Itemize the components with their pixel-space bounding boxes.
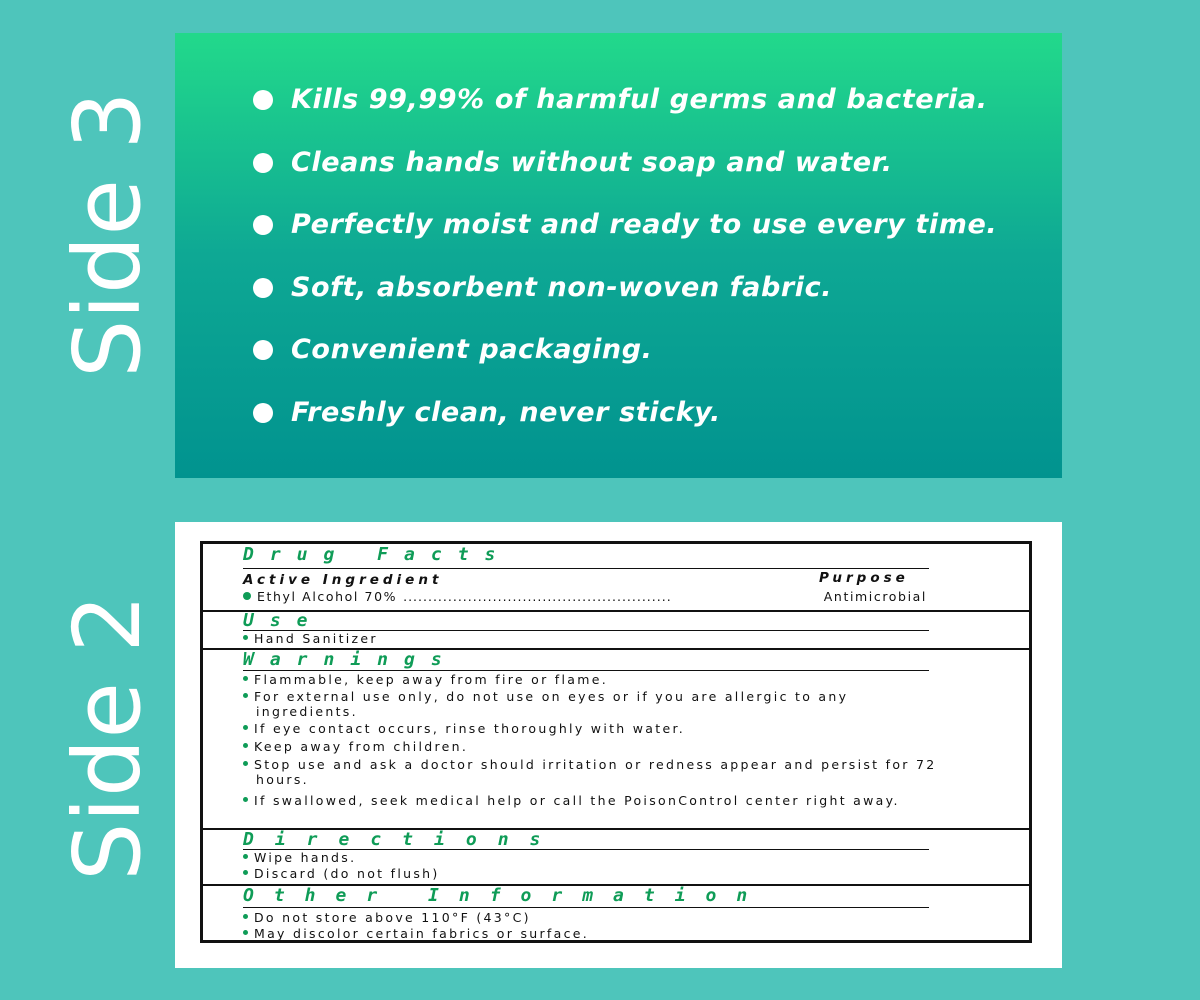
bullet-icon	[253, 90, 273, 110]
active-ingredient-label: Active Ingredient	[243, 572, 443, 588]
other-information-title: Other Information	[243, 885, 768, 906]
drug-facts-section	[203, 544, 1029, 612]
side-3-label: Side 3	[54, 91, 161, 378]
other-item: Do not store above 110°F (43°C)	[243, 910, 933, 925]
bullet-icon	[243, 797, 248, 802]
warnings-section	[203, 648, 1029, 830]
benefit-text: Freshly clean, never sticky.	[291, 396, 721, 428]
side-2-label: Side 2	[54, 594, 161, 881]
warning-item: Flammable, keep away from fire or flame.	[243, 672, 933, 687]
bullet-icon	[243, 592, 251, 600]
bullet-icon	[243, 761, 248, 766]
use-item: Hand Sanitizer	[243, 631, 933, 646]
ingredient-purpose: Antimicrobial	[823, 589, 927, 604]
other-information-section	[203, 884, 1029, 943]
divider	[243, 907, 929, 908]
bullet-icon	[253, 403, 273, 423]
benefit-item	[253, 210, 997, 273]
bullet-icon	[253, 215, 273, 235]
benefit-item	[253, 273, 997, 336]
benefit-text: Convenient packaging.	[291, 334, 653, 365]
divider	[243, 568, 929, 569]
bullet-icon	[243, 725, 248, 730]
bullet-icon	[243, 914, 248, 919]
use-section	[203, 610, 1029, 650]
divider	[243, 670, 929, 671]
side-3-panel	[175, 33, 1062, 478]
bullet-icon	[253, 153, 273, 173]
benefit-text: Cleans hands without soap and water.	[291, 146, 893, 178]
benefit-text: Perfectly moist and ready to use every time.	[291, 209, 998, 240]
drug-facts-title: Drug Facts	[243, 544, 512, 565]
bullet-icon	[243, 676, 248, 681]
directions-title: Directions	[243, 829, 562, 850]
warnings-title: Warnings	[243, 649, 458, 670]
bullet-icon	[243, 693, 248, 698]
ingredient-name: Ethyl Alcohol 70%	[257, 589, 398, 604]
bullet-icon	[253, 278, 273, 298]
benefit-item	[253, 398, 997, 461]
purpose-label: Purpose	[819, 570, 909, 586]
warning-item: Stop use and ask a doctor should irritation or redness appear and persist for 72 hours.	[243, 757, 946, 787]
directions-section	[203, 828, 1029, 886]
benefit-text: Soft, absorbent non-woven fabric.	[291, 271, 833, 303]
bullet-icon	[243, 870, 248, 875]
direction-item: Discard (do not flush)	[243, 866, 933, 881]
warning-item: For external use only, do not use on eyes or if you are allergic to any ingredients.	[243, 689, 946, 719]
ingredient-row	[243, 589, 927, 604]
bullet-icon	[253, 340, 273, 360]
warning-item: If swallowed, seek medical help or call the PoisonControl center right away.	[243, 793, 946, 808]
warning-item: Keep away from children.	[243, 739, 933, 754]
direction-item: Wipe hands.	[243, 850, 933, 865]
use-title: Use	[243, 610, 324, 631]
bullet-icon	[243, 854, 248, 859]
bullet-icon	[243, 635, 248, 640]
benefit-text: Kills 99,99% of harmful germs and bacteria.	[291, 84, 988, 115]
benefits-list	[253, 85, 997, 460]
benefit-item	[253, 335, 997, 398]
benefit-item	[253, 85, 997, 148]
leader-dots: ......................................................	[403, 589, 672, 604]
side-2-panel	[175, 522, 1062, 968]
drug-facts-box	[200, 541, 1032, 943]
bullet-icon	[243, 930, 248, 935]
bullet-icon	[243, 743, 248, 748]
benefit-item	[253, 148, 997, 211]
other-item: May discolor certain fabrics or surface.	[243, 926, 933, 941]
warning-item: If eye contact occurs, rinse thoroughly with water.	[243, 721, 933, 736]
